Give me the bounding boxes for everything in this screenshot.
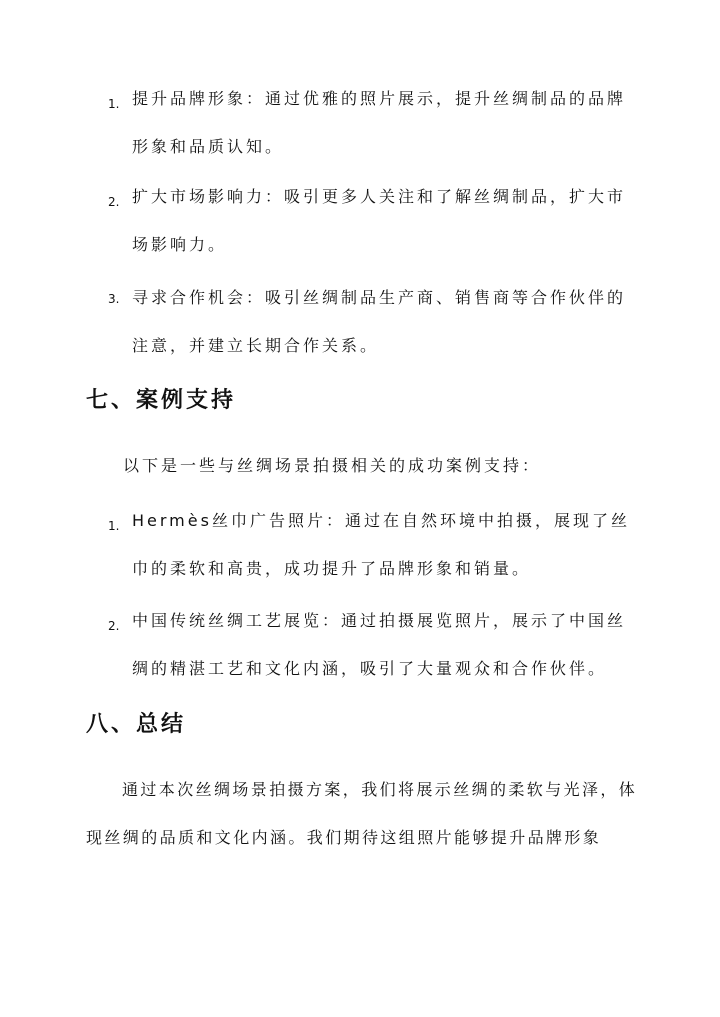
list-number: 1. xyxy=(108,519,120,533)
list-text: Hermès丝巾广告照片：通过在自然环境中拍摄，展现了丝巾的柔软和高贵，成功提升了品牌形象和销量。 xyxy=(132,511,630,578)
list-text: 中国传统丝绸工艺展览：通过拍摄展览照片，展示了中国丝绸的精湛工艺和文化内涵，吸引了大量观众和合作伙伴。 xyxy=(132,611,627,678)
goal-item-1 xyxy=(108,75,638,171)
section-heading-7: 七、案例支持 xyxy=(86,388,237,413)
goal-item-2 xyxy=(108,173,638,269)
list-text: 提升品牌形象：通过优雅的照片展示，提升丝绸制品的品牌形象和品质认知。 xyxy=(132,89,627,156)
list-text: 寻求合作机会：吸引丝绸制品生产商、销售商等合作伙伴的注意，并建立长期合作关系。 xyxy=(132,288,627,355)
summary-paragraph: 通过本次丝绸场景拍摄方案，我们将展示丝绸的柔软与光泽，体现丝绸的品质和文化内涵。我们期待这组照片能够提升品牌形象 xyxy=(86,780,638,847)
list-number: 3. xyxy=(108,292,120,306)
case-item-1 xyxy=(108,497,638,593)
list-number: 2. xyxy=(108,195,120,209)
section-intro: 以下是一些与丝绸场景拍摄相关的成功案例支持： xyxy=(123,456,542,475)
list-text: 扩大市场影响力：吸引更多人关注和了解丝绸制品，扩大市场影响力。 xyxy=(132,187,627,254)
goal-item-3 xyxy=(108,274,638,370)
list-number: 2. xyxy=(108,619,120,633)
case-item-2 xyxy=(108,597,638,693)
section-heading-8: 八、总结 xyxy=(86,712,187,737)
list-number: 1. xyxy=(108,97,120,111)
